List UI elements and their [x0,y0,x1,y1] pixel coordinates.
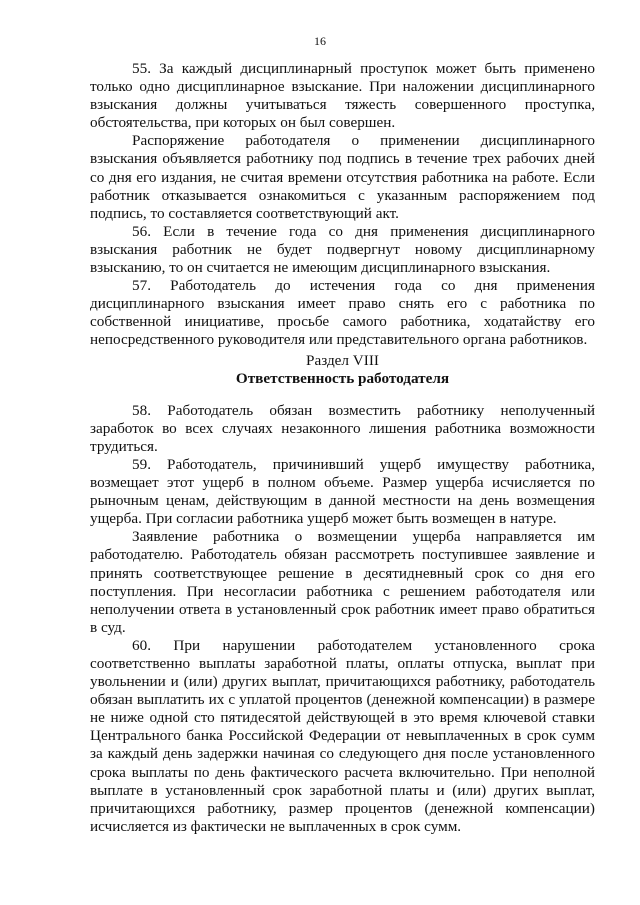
paragraph-59: 59. Работодатель, причинивший ущерб имуществу работника, возмещает этот ущерб в полном объеме. Размер ущерба исчисляется по рыночным ценам, действующим в данной местности на день возмещения ущерба. При согласии работника ущерб может быть возмещен в натуре. [90,455,595,528]
paragraph-55-order: Распоряжение работодателя о применении дисциплинарного взыскания объявляется работнику под подпись в течение трех рабочих дней со дня его издания, не считая времени отсутствия работника на работе. Если работник отказывается ознакомиться с указанным распоряжением под подпись, то составляется соответствующий акт. [90,132,595,222]
section-title: Ответственность работодателя [235,369,450,387]
document-body [90,60,595,836]
page-number: 16 [314,34,326,48]
paragraph-60: 60. При нарушении работодателем установленного срока соответственно выплаты заработной платы, оплаты отпуска, выплат при увольнении и (или) других выплат, причитающихся работнику, работодатель обязан выплатить их с уплатой процентов (денежной компенсации) в размере не ниже одной сто пятидесятой действующей в это время ключевой ставки Центрального банка Российской Федерации от невыплаченных в срок сумм за каждый день задержки начиная со следующего дня после установленного срока выплаты по день фактического расчета включительно. При неполной выплате в установленный срок заработной платы и (или) других выплат, причитающихся работнику, размер процентов (денежной компенсации) исчисляется из фактически не выплаченных в срок сумм. [90,636,595,835]
paragraph-57: 57. Работодатель до истечения года со дня применения дисциплинарного взыскания имеет право снять его с работника по собственной инициативе, просьбе самого работника, ходатайству его непосредственного руководителя или представительного органа работников. [90,277,595,349]
section-label: Раздел VIII [306,351,379,369]
paragraph-56: 56. Если в течение года со дня применения дисциплинарного взыскания работник не будет подвергнут новому дисциплинарному взысканию, то он считается не имеющим дисциплинарного взыскания. [90,222,595,277]
paragraph-55: 55. За каждый дисциплинарный проступок может быть применено только одно дисциплинарное взыскание. При наложении дисциплинарного взыскания должны учитываться тяжесть совершенного проступка, обстоятельства, при которых он был совершен. [90,60,595,132]
paragraph-59-claim: Заявление работника о возмещении ущерба направляется им работодателю. Работодатель обязан рассмотреть поступившее заявление и принять соответствующее решение в десятидневный срок со дня его поступления. При несогласии работника с решением работодателя или неполучении ответа в установленный срок работник имеет право обратиться в суд. [90,528,595,636]
paragraph-58: 58. Работодатель обязан возместить работнику неполученный заработок во всех случаях незаконного лишения работника возможности трудиться. [90,401,595,455]
